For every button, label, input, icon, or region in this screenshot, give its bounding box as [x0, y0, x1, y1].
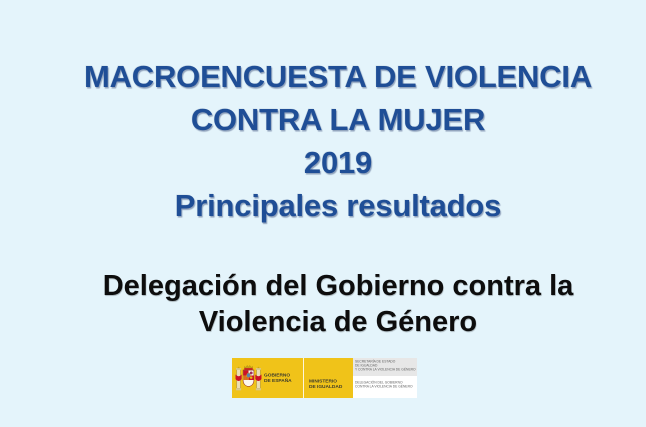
logo-divider	[303, 358, 304, 398]
secretaria-de-estado-block	[353, 358, 417, 376]
title-line-2: CONTRA LA MUJER	[190, 102, 486, 137]
title-line-1: MACROENCUESTA DE VIOLENCIA	[83, 59, 593, 94]
secretaria-de-estado-label: SECRETARÍA DE ESTADO DE IGUALDAD Y CONTRA LA VIOLENCIA DE GÉNERO	[355, 360, 416, 372]
delegacion-del-gobierno-label: DELEGACIÓN DEL GOBIERNO CONTRA LA VIOLENCIA DE GÉNERO	[355, 381, 413, 389]
title-line-3: 2019	[303, 145, 373, 180]
delegacion-del-gobierno-block	[353, 378, 417, 398]
subtitle-line-1: Delegación del Gobierno contra la	[102, 270, 574, 302]
slide-subtitle	[30, 268, 646, 340]
logo-yellow-panel: GOBIERNO DE ESPAÑA MINISTERIO DE IGUALDAD	[232, 358, 353, 398]
slide-title	[30, 55, 646, 227]
gobierno-de-espana-logo	[232, 358, 417, 398]
subtitle-line-2: Violencia de Género	[198, 306, 478, 338]
spain-coat-of-arms-icon	[235, 362, 262, 394]
logo-department-panel	[353, 358, 417, 398]
title-line-4: Principales resultados	[174, 188, 502, 223]
